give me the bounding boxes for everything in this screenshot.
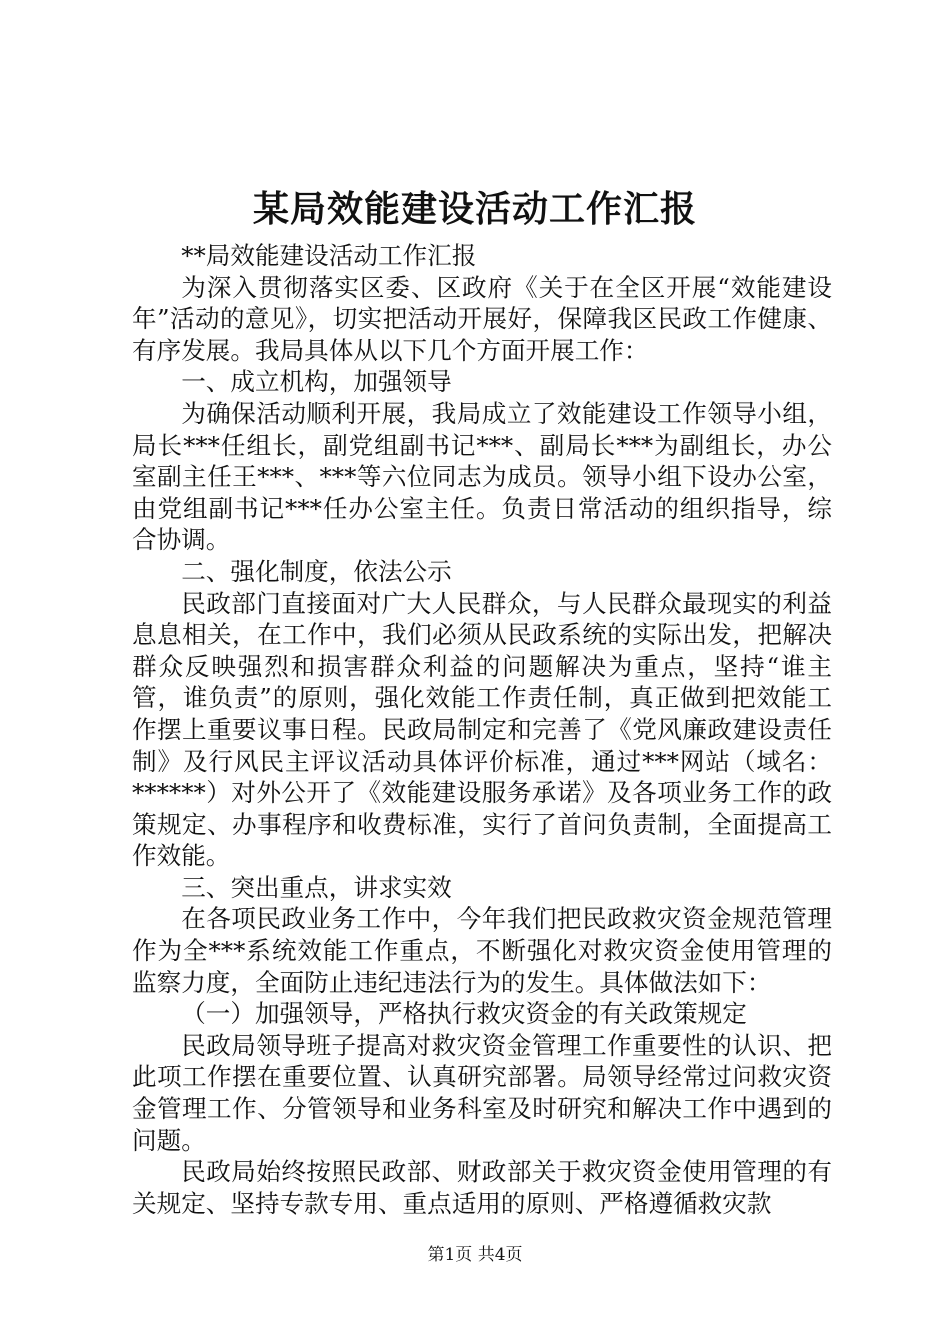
paragraph-subsection-1a: 民政局领导班子提高对救灾资金管理工作重要性的认识、把此项工作摆在重要位置、认真研究部署。局领导经常过问救灾资金管理工作、分管领导和业务科室及时研究和解决工作中遇到的问题。 [132,1030,832,1155]
page-number-footer: 第1页 共4页 [427,1245,523,1265]
paragraph-section-2: 民政部门直接面对广大人民群众，与人民群众最现实的利益息息相关，在工作中，我们必须从民政系统的实际出发，把解决群众反映强烈和损害群众利益的问题解决为重点，坚持“谁主管，谁负责”的原则，强化效能工作责任制，真正做到把效能工作摆上重要议事日程。民政局制定和完善了《党风廉政建设责任制》及行风民主评议活动具体评价标准，通过***网站（域名：******）对外公开了《效能建设服务承诺》及各项业务工作的政策规定、办事程序和收费标准，实行了首问负责制，全面提高工作效能。 [132,588,832,871]
section-heading-3: 三、突出重点，讲求实效 [181,872,452,902]
section-heading-2: 二、强化制度，依法公示 [181,556,452,586]
paragraph-subtitle: **局效能建设活动工作汇报 [181,241,477,270]
paragraph-section-1: 为确保活动顺利开展，我局成立了效能建设工作领导小组，局长***任组长，副党组副书记***、副局长***为副组长，办公室副主任王***、***等六位同志为成员。领导小组下设办公室，由党组副书记***任办公室主任。负责日常活动的组织指导，综合协调。 [132,398,832,555]
paragraph-section-3: 在各项民政业务工作中，今年我们把民政救灾资金规范管理作为全***系统效能工作重点，不断强化对救灾资金使用管理的监察力度，全面防止违纪违法行为的发生。具体做法如下： [132,904,832,997]
paragraph-intro: 为深入贯彻落实区委、区政府《关于在全区开展“效能建设年”活动的意见》，切实把活动开展好，保障我区民政工作健康、有序发展。我局具体从以下几个方面开展工作： [132,272,832,365]
section-heading-1: 一、成立机构，加强领导 [181,367,452,397]
paragraph-subsection-1b: 民政局始终按照民政部、财政部关于救灾资金使用管理的有关规定、坚持专款专用、重点适用的原则、严格遵循救灾款 [132,1157,832,1218]
document-title: 某局效能建设活动工作汇报 [252,188,697,230]
subsection-heading-1: （一）加强领导，严格执行救灾资金的有关政策规定 [181,999,747,1029]
document-body [132,240,832,1219]
